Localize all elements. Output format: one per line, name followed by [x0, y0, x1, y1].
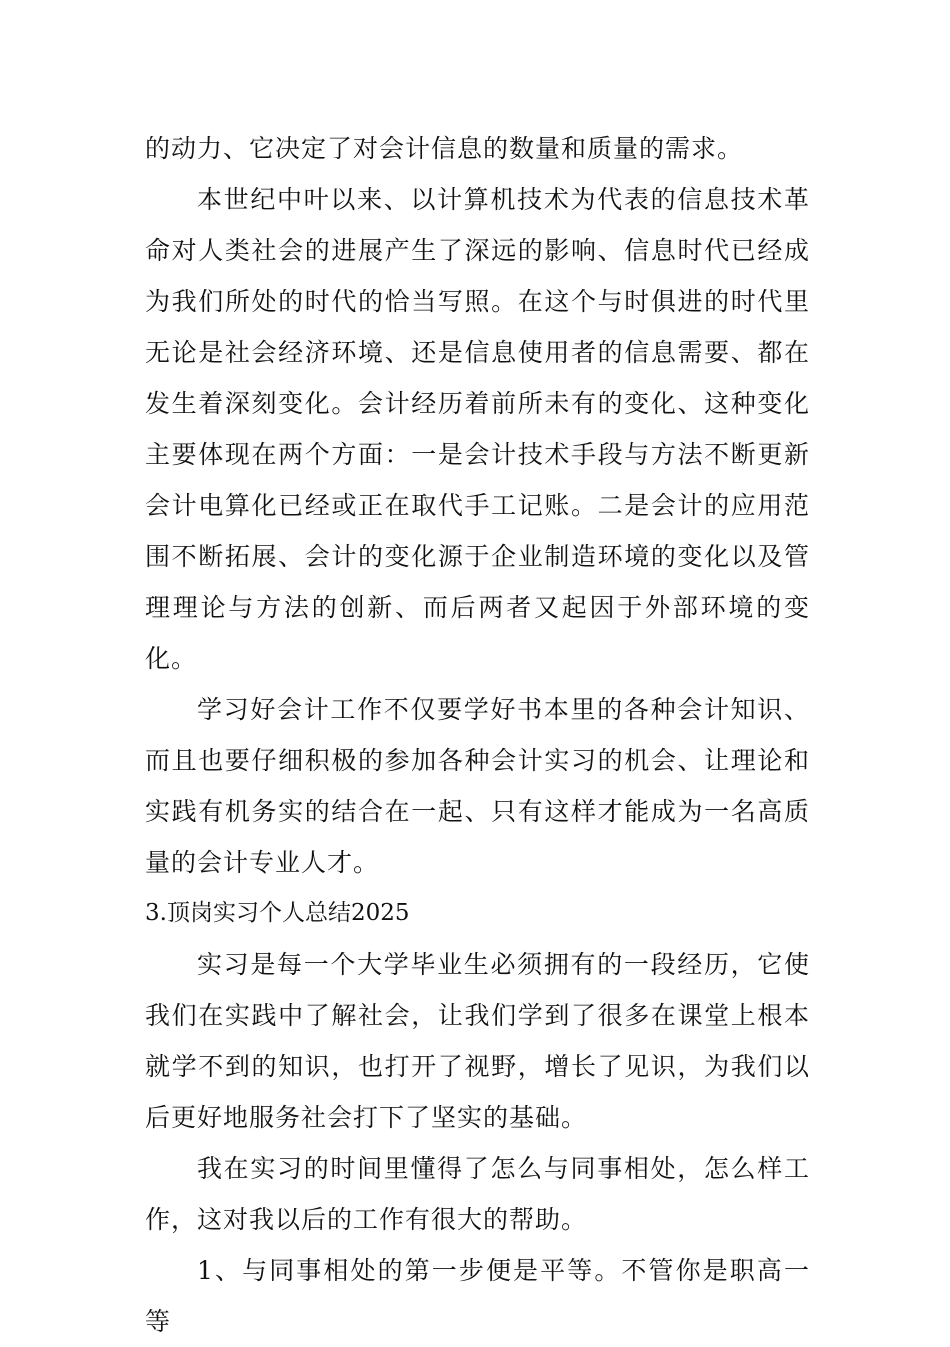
paragraph-equality: 1、与同事相处的第一步便是平等。不管你是职高一等 [145, 1256, 810, 1336]
paragraph-internship-experience: 实习是每一个大学毕业生必须拥有的一段经历，它使我们在实践中了解社会，让我们学到了很多在课堂上根本就学不到的知识，也打开了视野，增长了见识，为我们以后更好地服务社会打下了坚实的基础。 [145, 950, 810, 1132]
document-body [145, 123, 810, 1347]
section-heading: 3.顶岗实习个人总结2025 [145, 900, 410, 926]
paragraph-information-era: 本世纪中叶以来、以计算机技术为代表的信息技术革命对人类社会的进展产生了深远的影响、信息时代已经成为我们所处的时代的恰当写照。在这个与时俱进的时代里无论是社会经济环境、还是信息使用者的信息需要、都在发生着深刻变化。会计经历着前所未有的变化、这种变化主要体现在两个方面：一是会计技术手段与方法不断更新会计电算化已经或正在取代手工记账。二是会计的应用范围不断拓展、会计的变化源于企业制造环境的变化以及管理理论与方法的创新、而后两者又起因于外部环境的变化。 [145, 185, 810, 673]
paragraph-continuation: 的动力、它决定了对会计信息的数量和质量的需求。 [145, 134, 744, 163]
paragraph-learning-accounting: 学习好会计工作不仅要学好书本里的各种会计知识、而且也要仔细积极的参加各种会计实习的机会、让理论和实践有机务实的结合在一起、只有这样才能成为一名高质量的会计专业人才。 [145, 695, 810, 877]
paragraph-colleagues: 我在实习的时间里懂得了怎么与同事相处，怎么样工作，这对我以后的工作有很大的帮助。 [145, 1154, 810, 1234]
